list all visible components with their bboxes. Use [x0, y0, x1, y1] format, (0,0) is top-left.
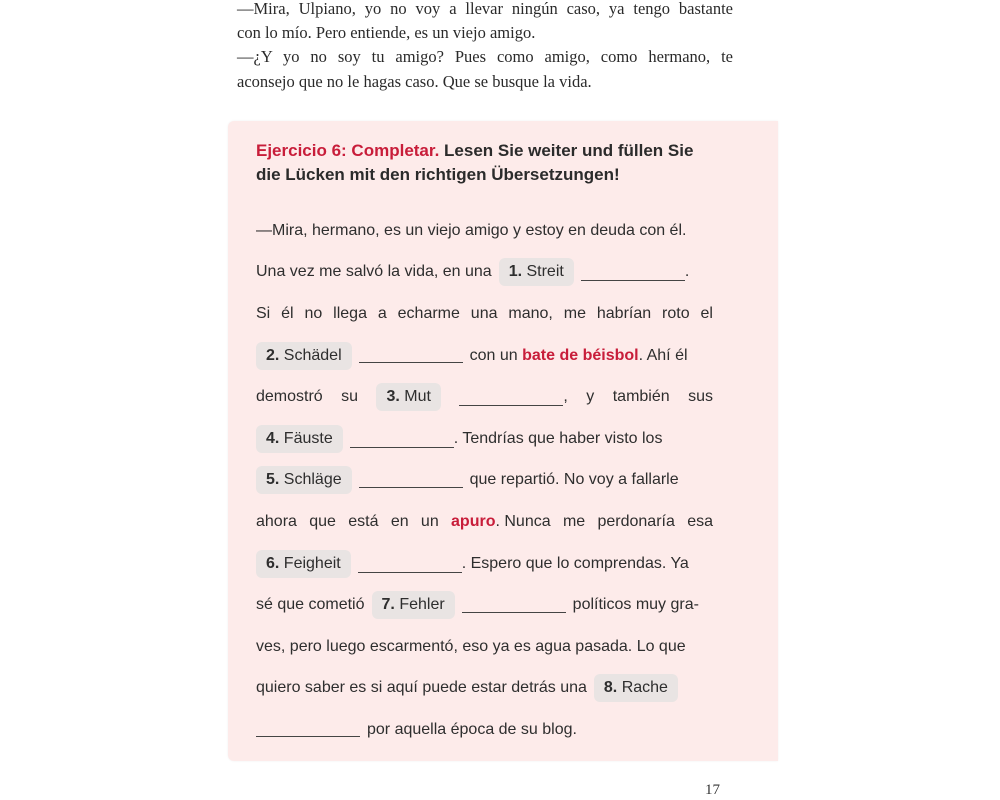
- text-line: [256, 460, 713, 502]
- word: me: [562, 512, 586, 530]
- answer-blank-6[interactable]: [358, 558, 462, 573]
- word: y: [586, 388, 595, 406]
- word: demostró: [256, 388, 323, 406]
- word: habrían: [596, 304, 652, 322]
- text-segment: ves, pero luego escarmentó, eso ya es agua pasada. Lo que: [256, 637, 686, 655]
- word: en: [390, 512, 409, 530]
- exercise-instruction: die Lücken mit den richtigen Übersetzungen!: [256, 165, 620, 184]
- word: esa: [687, 512, 713, 530]
- hint-chip-3: [376, 383, 440, 411]
- text-segment: Una vez me salvó la vida, en una: [256, 263, 492, 281]
- hint-chip-2: [256, 342, 352, 370]
- chip-word: Schläge: [283, 471, 342, 489]
- text-line: [256, 293, 713, 335]
- hint-chip-7: [372, 591, 455, 619]
- exercise-label: Ejercicio 6: Completar.: [256, 141, 440, 160]
- word: echarme: [397, 304, 460, 322]
- word: que: [309, 512, 336, 530]
- answer-blank-2[interactable]: [359, 348, 463, 363]
- word: . Nunca: [495, 512, 551, 530]
- text-line: [256, 335, 713, 377]
- word: me: [563, 304, 586, 322]
- hint-chip-1: [499, 258, 574, 286]
- hint-chip-5: [256, 466, 352, 494]
- word: perdonaría: [597, 512, 675, 530]
- chip-number: 6.: [266, 554, 280, 572]
- text-line: [256, 584, 713, 626]
- chip-word: Schädel: [283, 346, 342, 364]
- intro-line: —¿Y yo no soy tu amigo? Pues como amigo, como hermano, te: [237, 47, 733, 67]
- chip-number: 7.: [381, 596, 395, 614]
- text-segment: .: [684, 263, 690, 281]
- text-line: [256, 668, 713, 710]
- answer-blank-1[interactable]: [581, 266, 685, 281]
- word: sus: [688, 388, 713, 406]
- word: no: [304, 304, 323, 322]
- chip-word: Rache: [621, 679, 668, 697]
- text-segment: sé que cometió: [256, 596, 365, 614]
- text-segment: que repartió. No voy a fallarle: [469, 471, 679, 489]
- word: una: [470, 304, 498, 322]
- text-segment: . Espero que lo comprendas. Ya: [461, 554, 689, 572]
- answer-blank-8[interactable]: [256, 722, 360, 737]
- text-segment: . Ahí él: [638, 346, 688, 364]
- highlighted-term: bate de béisbol: [522, 346, 639, 364]
- text-segment: quiero saber es si aquí puede estar detrás una: [256, 679, 587, 697]
- answer-blank-5[interactable]: [359, 473, 463, 488]
- text-line: [256, 709, 713, 751]
- hint-chip-4: [256, 425, 343, 453]
- text-line: [256, 252, 713, 294]
- text-segment: por aquella época de su blog.: [367, 720, 577, 738]
- hint-chip-8: [594, 674, 678, 702]
- exercise-instruction: Lesen Sie weiter und füllen Sie: [444, 141, 694, 160]
- answer-blank-7[interactable]: [462, 598, 566, 613]
- answer-blank-4[interactable]: [350, 433, 454, 448]
- word: roto: [662, 304, 690, 322]
- word: Si: [256, 304, 271, 322]
- text-segment: . Tendrías que haber visto los: [453, 429, 663, 447]
- chip-number: 3.: [386, 388, 400, 406]
- chip-word: Mut: [404, 388, 431, 406]
- intro-line: —Mira, Ulpiano, yo no voy a llevar ningún caso, ya tengo bastante: [237, 0, 733, 18]
- word: a: [377, 304, 387, 322]
- intro-line: aconsejo que no le hagas caso. Que se busque la vida.: [237, 71, 592, 91]
- exercise-box: [228, 121, 778, 761]
- word: llega: [333, 304, 367, 322]
- chip-number: 2.: [266, 346, 280, 364]
- chip-number: 8.: [603, 679, 618, 697]
- hint-chip-6: [256, 550, 351, 578]
- intro-text: [237, 0, 733, 94]
- word: ahora: [256, 512, 297, 530]
- page-number: 17: [705, 782, 720, 798]
- text-line: [256, 543, 713, 585]
- text-segment: —Mira, hermano, es un viejo amigo y estoy en deuda con él.: [256, 221, 687, 239]
- text-segment: ,: [563, 388, 568, 406]
- word: un: [420, 512, 439, 530]
- exercise-text: [256, 210, 713, 751]
- word: también: [612, 388, 670, 406]
- word: el: [700, 304, 713, 322]
- exercise-title: [256, 139, 726, 187]
- intro-line: con lo mío. Pero entiende, es un viejo amigo.: [237, 23, 536, 43]
- word: él: [281, 304, 294, 322]
- chip-number: 1.: [508, 263, 523, 281]
- text-line: [256, 418, 713, 460]
- text-line: [256, 376, 713, 418]
- word: su: [341, 388, 359, 406]
- word: mano,: [508, 304, 553, 322]
- chip-word: Fehler: [399, 596, 445, 614]
- answer-blank-3[interactable]: [459, 391, 563, 406]
- word: está: [348, 512, 379, 530]
- text-line: [256, 626, 713, 668]
- chip-word: Fäuste: [283, 429, 333, 447]
- text-segment: políticos muy gra-: [572, 596, 699, 614]
- chip-number: 5.: [266, 471, 280, 489]
- text-segment: con un: [469, 346, 518, 364]
- chip-number: 4.: [266, 429, 280, 447]
- highlighted-term: apuro: [451, 512, 496, 530]
- text-line: [256, 210, 713, 252]
- chip-word: Streit: [526, 263, 564, 281]
- chip-word: Feigheit: [283, 554, 341, 572]
- text-line: [256, 501, 713, 543]
